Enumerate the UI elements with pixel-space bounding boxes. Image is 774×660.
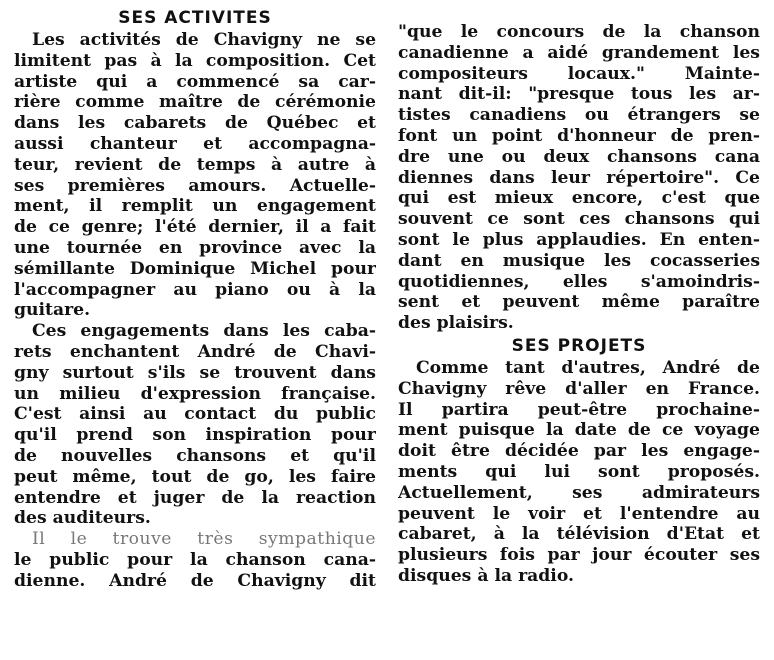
text-line: nant dit-il: "presque tous les ar-	[398, 84, 760, 105]
paragraph-2	[14, 321, 376, 529]
text-line: dienne. André de Chavigny dit	[14, 570, 376, 591]
text-line: peut même, tout de go, les faire	[14, 466, 376, 487]
text-line: guitare.	[14, 300, 91, 321]
text-line: font un point d'honneur de pren-	[398, 125, 760, 146]
text-line: diennes dans leur répertoire". Ce	[398, 167, 760, 188]
text-line: entendre et juger de la reaction	[14, 487, 376, 508]
text-line: dant en musique les cocasseries	[398, 250, 760, 271]
text-line: artiste qui a commencé sa car-	[14, 71, 376, 92]
text-line: une tournée en province avec la	[14, 237, 376, 258]
text-line: gny surtout s'ils se trouvent dans	[14, 362, 376, 383]
text-line: Actuellement, ses admirateurs	[398, 482, 760, 503]
text-line: de nouvelles chansons et qu'il	[14, 445, 376, 466]
paragraph-projets	[398, 358, 760, 587]
text-line: rière comme maître de cérémonie	[14, 92, 376, 113]
text-line: rets enchantent André de Chavi-	[14, 341, 376, 362]
text-line: Il partira peut-être prochaine-	[398, 399, 760, 420]
text-line: ses premières amours. Actuelle-	[14, 175, 376, 196]
text-line: Comme tant d'autres, André de	[416, 357, 760, 378]
text-line: des plaisirs.	[398, 313, 514, 334]
text-line: Les activités de Chavigny ne se	[32, 30, 376, 50]
section-heading-projets: SES PROJETS	[511, 335, 647, 356]
text-line: dans les cabarets de Québec et	[14, 113, 376, 134]
text-line: C'est ainsi au contact du public	[14, 404, 376, 425]
text-line: de ce genre; l'été dernier, il a fait	[14, 217, 376, 238]
text-line: disques à la radio.	[398, 565, 574, 586]
text-line: qu'il prend son inspiration pour	[14, 425, 376, 446]
text-line: peuvent le voir et l'entendre au	[398, 503, 760, 524]
section-heading-activites: SES ACTIVITES	[118, 8, 272, 28]
text-line: sont le plus applaudies. En enten-	[398, 229, 760, 250]
text-line: l'accompagner au piano ou à la	[14, 279, 376, 300]
paragraph-3	[14, 529, 376, 591]
text-line: quotidiennes, elles s'amoindris-	[398, 271, 760, 292]
text-line: limitent pas à la composition. Cet	[14, 50, 376, 71]
text-line: Ces engagements dans les caba-	[32, 321, 376, 342]
text-line: le public pour la chanson cana-	[14, 549, 376, 570]
text-line: ments qui lui sont proposés.	[398, 461, 760, 482]
text-line: des auditeurs.	[14, 508, 151, 529]
text-line: ment, il remplit un engagement	[14, 196, 376, 217]
text-line: compositeurs locaux." Mainte-	[398, 63, 760, 84]
text-line: tistes canadiens ou étrangers se	[398, 105, 760, 126]
text-line: souvent ce sont ces chansons qui	[398, 209, 760, 230]
text-line: teur, revient de temps à autre à	[14, 154, 376, 175]
text-line: plusieurs fois par jour écouter ses	[398, 545, 760, 566]
paragraph-continuation	[398, 22, 760, 334]
text-line: ment puisque la date de ce voyage	[398, 420, 760, 441]
text-line: Il le trouve très sympathique	[32, 529, 376, 550]
text-line: sémillante Dominique Michel pour	[14, 258, 376, 279]
text-line: aussi chanteur et accompagna-	[14, 133, 376, 154]
text-line: Chavigny rêve d'aller en France.	[398, 378, 760, 399]
text-line: canadienne a aidé grandement les	[398, 42, 760, 63]
text-line: doit être décidée par les engage-	[398, 441, 760, 462]
left-column	[14, 0, 376, 592]
paragraph-1	[14, 30, 376, 321]
text-line: cabaret, à la télévision d'Etat et	[398, 524, 760, 545]
text-line: un milieu d'expression française.	[14, 383, 376, 404]
right-column	[398, 0, 760, 587]
text-line: qui est mieux encore, c'est que	[398, 188, 760, 209]
text-line: sent et peuvent même paraître	[398, 292, 760, 313]
text-line: "que le concours de la chanson	[398, 22, 760, 42]
text-line: dre une ou deux chansons cana	[398, 146, 760, 167]
